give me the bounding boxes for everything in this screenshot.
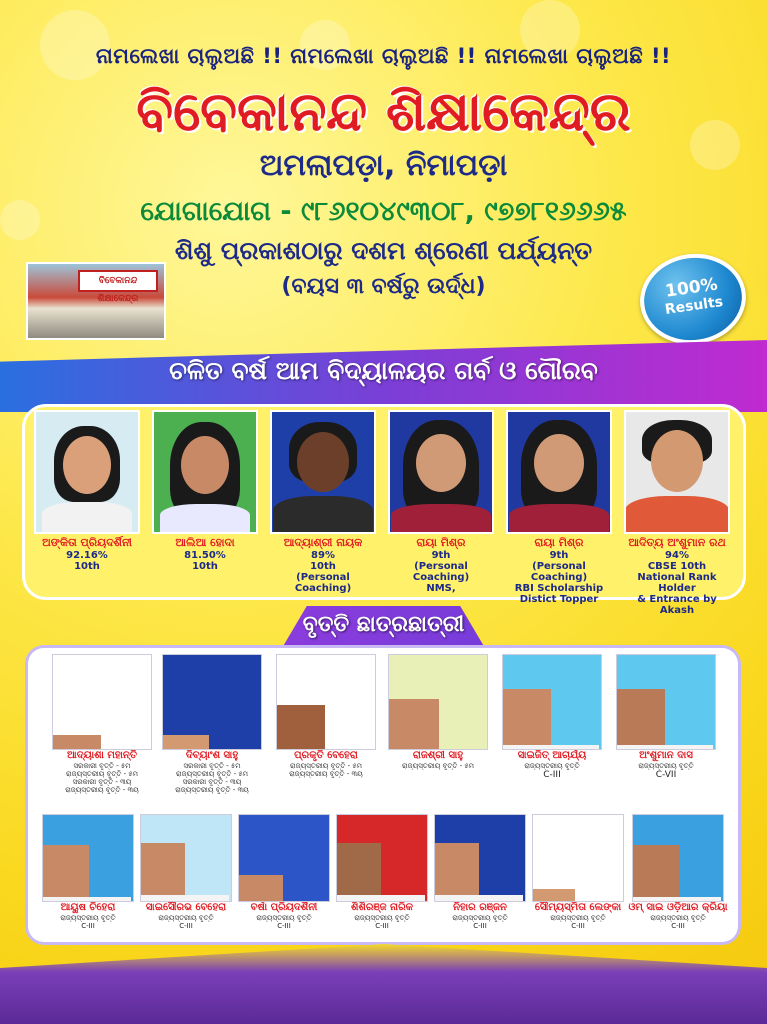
scholar-class: C-III [277, 922, 291, 930]
scholar-award: ରାଜ୍ୟସ୍ତରୀୟ ବୃତ୍ତି - ୫ମ [402, 762, 474, 770]
student-photo [624, 410, 730, 534]
scholar-award: ରାଜ୍ୟସ୍ତରୀୟ ବୃତ୍ତି - ୩ୟ [65, 786, 139, 794]
scholar-name: ଆୟୁଷ ଚିହେରା [60, 902, 116, 913]
topper-class: 10th [192, 561, 218, 572]
student-photo [42, 814, 134, 902]
student-photo [152, 410, 258, 534]
scholar-award: ରାଜ୍ୟସ୍ତରୀୟ ବୃତ୍ତି [256, 914, 312, 922]
scholar-name: ସାଇଜିତ୍ ଆଚାର୍ଯ୍ୟ [517, 750, 587, 761]
topper-achievement: & Entrance by Akash [637, 594, 717, 616]
student-photo [336, 814, 428, 902]
topper-card [504, 410, 614, 605]
scholar-award: ସରକାରୀ ବୃତ୍ତି - ୩ୟ [72, 778, 132, 786]
scholar-card [334, 814, 430, 930]
scholarship-title: ବୃତ୍ତି ଛାତ୍ରଛାତ୍ରୀ [302, 612, 465, 637]
topper-note: (Personal Coaching) [530, 561, 588, 583]
topper-achievement: Distict Topper [519, 594, 599, 605]
topper-achievement: NMS, [426, 583, 456, 594]
scholar-class: C-III [473, 922, 487, 930]
topper-name: ରାୟା ମିଶ୍ର [416, 536, 466, 549]
school-name: ବିବେକାନନ୍ଦ ଶିକ୍ଷାକେନ୍ଦ୍ର [136, 80, 631, 143]
results-percent: 100% [664, 274, 719, 302]
student-photo [434, 814, 526, 902]
scholar-award: ରାଜ୍ୟସ୍ତରୀୟ ବୃତ୍ତି - ୫ମ [66, 770, 138, 778]
age-requirement: (ବୟସ ୩ ବର୍ଷରୁ ଉର୍ଦ୍ଧ) [281, 274, 486, 299]
scholar-class: C-III [179, 922, 193, 930]
topper-score: 92.16% [66, 550, 108, 561]
scholar-name: ଆଦ୍ୟାଶା ମହାନ୍ତି [67, 750, 137, 761]
student-photo [632, 814, 724, 902]
scholar-name: ଦିବ୍ୟାଂଶ ସାହୁ [185, 750, 239, 761]
contact-numbers: ଯୋଗାଯୋଗ - ୯୮୬୧୦୪୯୩୦୮, ୯୭୭୮୧୬୬୬୫ [140, 196, 627, 227]
topper-name: ଆଲିଆ ହୋଦା [175, 536, 235, 549]
scholar-card [48, 654, 156, 794]
scholar-award: ସରକାରୀ ବୃତ୍ତି - ୫ମ [183, 762, 241, 770]
scholar-class: C-III [571, 922, 585, 930]
topper-class: 9th [549, 550, 569, 561]
topper-note: (Personal Coaching) [294, 572, 352, 594]
student-photo [34, 410, 140, 534]
scholar-award: ରାଜ୍ୟସ୍ତରୀୟ ବୃତ୍ତି - ୫ମ [290, 762, 362, 770]
scholar-award: ରାଜ୍ୟସ୍ତରୀୟ ବୃତ୍ତି [158, 914, 214, 922]
scholar-card [498, 654, 606, 781]
topper-card [150, 410, 260, 572]
building-sign: ବିବେକାନନ୍ଦ ଶିକ୍ଷାକେନ୍ଦ୍ର [78, 270, 158, 292]
scholar-name: ଓମ୍ ସାଇ ଓଡ଼ିଆର କ୍ରିୟା [628, 902, 728, 913]
scholar-card [272, 654, 380, 778]
student-photo [276, 654, 376, 750]
scholar-class: C-III [543, 770, 561, 780]
scholar-name: ଶିଶିରଞ୍ଜ ନାରିକ [350, 902, 414, 913]
topper-achievement: RBI Scholarship [514, 583, 604, 594]
student-photo [162, 654, 262, 750]
pride-title: ଚଳିତ ବର୍ଷ ଆମ ବିଦ୍ୟାଳୟର ଗର୍ବ ଓ ଗୌରବ [169, 356, 598, 385]
scholar-award: ରାଜ୍ୟସ୍ତରୀୟ ବୃତ୍ତି [638, 762, 694, 770]
topper-name: ରାୟା ମିଶ୍ର [534, 536, 584, 549]
scholar-award: ରାଜ୍ୟସ୍ତରୀୟ ବୃତ୍ତି [60, 914, 116, 922]
class-range: ଶିଶୁ ପ୍ରକାଶଠାରୁ ଦଶମ ଶ୍ରେଣୀ ପର୍ଯ୍ୟନ୍ତ [174, 236, 593, 265]
scholar-card [138, 814, 234, 930]
topper-card [386, 410, 496, 594]
topper-score: 89% [311, 550, 335, 561]
scholar-award: ରାଜ୍ୟସ୍ତରୀୟ ବୃତ୍ତି [650, 914, 706, 922]
results-label: Results [663, 293, 725, 318]
student-photo [270, 410, 376, 534]
topper-card [622, 410, 732, 616]
school-building-photo [26, 262, 166, 340]
scholar-award: ସରକାରୀ ବୃତ୍ତି - ୩ୟ [182, 778, 242, 786]
scholar-card [432, 814, 528, 930]
student-photo [502, 654, 602, 750]
scholar-card [628, 814, 728, 930]
scholar-award: ରାଜ୍ୟସ୍ତରୀୟ ବୃତ୍ତି - ୩ୟ [175, 786, 249, 794]
student-photo [52, 654, 152, 750]
topper-name: ଆଦ୍ୟାଶ୍ରୀ ନାୟକ [283, 536, 363, 549]
scholar-award: ରାଜ୍ୟସ୍ତରୀୟ ବୃତ୍ତି [452, 914, 508, 922]
scholar-class: C-VII [655, 770, 677, 780]
scholar-name: ସାଇସୌରଭ ବେହେରା [145, 902, 227, 913]
student-photo [140, 814, 232, 902]
scholar-award: ରାଜ୍ୟସ୍ତରୀୟ ବୃତ୍ତି [550, 914, 606, 922]
scholar-card [612, 654, 720, 781]
scholar-award: ରାଜ୍ୟସ୍ତରୀୟ ବୃତ୍ତି - ୫ମ [176, 770, 248, 778]
scholar-name: ରାଜଶ୍ରୀ ସାହୁ [412, 750, 464, 761]
scholar-name: ଅଂଶୁମାନ ଦାସ [639, 750, 693, 761]
topper-class: 10th [310, 561, 336, 572]
topper-score: 81.50% [184, 550, 226, 561]
topper-note: (Personal Coaching) [412, 561, 470, 583]
scholar-class: C-III [671, 922, 685, 930]
scholar-name: ନିହାର ରଞ୍ଜନ [453, 902, 507, 913]
scholar-name: ପ୍ରକୃତି ବେହେରା [294, 750, 358, 761]
topper-card [268, 410, 378, 594]
scholar-award: ରାଜ୍ୟସ୍ତରୀୟ ବୃତ୍ତି [524, 762, 580, 770]
scholar-card [236, 814, 332, 930]
topper-class: 9th [431, 550, 451, 561]
student-photo [616, 654, 716, 750]
scholar-card [158, 654, 266, 794]
topper-name: ଆଦିତ୍ୟ ଅଂଶୁମାନ ରଥ [628, 536, 726, 549]
student-photo [506, 410, 612, 534]
scholar-award: ରାଜ୍ୟସ୍ତରୀୟ ବୃତ୍ତି - ୩ୟ [289, 770, 363, 778]
scholar-name: ସୌମ୍ୟସ୍ମିତା ଲେଙ୍କା [534, 902, 622, 913]
scholar-class: C-III [375, 922, 389, 930]
topper-achievement: National Rank Holder [637, 572, 717, 594]
student-photo [238, 814, 330, 902]
scholar-card [384, 654, 492, 770]
student-photo [532, 814, 624, 902]
footer-band [0, 944, 767, 1024]
student-photo [388, 654, 488, 750]
topper-card [32, 410, 142, 572]
school-address: ଅମଲାପଡ଼ା, ନିମାପଡ଼ା [259, 148, 508, 183]
admission-open-banner: ନାମଲେଖା ଚାଲୁଅଛି !! ନାମଲେଖା ଚାଲୁଅଛି !! ନାମଲେଖା ଚାଲୁଅଛି !! [95, 44, 672, 68]
scholar-card [40, 814, 136, 930]
scholar-class: C-III [81, 922, 95, 930]
scholar-award: ସରକାରୀ ବୃତ୍ତି - ୫ମ [73, 762, 131, 770]
topper-score: 94% [665, 550, 689, 561]
topper-class: CBSE 10th [647, 561, 707, 572]
student-photo [388, 410, 494, 534]
scholar-name: ବର୍ଷା ପ୍ରିୟଦର୍ଶିନୀ [250, 902, 318, 913]
topper-name: ଅଙ୍କିତା ପ୍ରିୟଦର୍ଶିନୀ [42, 536, 132, 549]
topper-class: 10th [74, 561, 100, 572]
scholar-award: ରାଜ୍ୟସ୍ତରୀୟ ବୃତ୍ତି [354, 914, 410, 922]
scholar-card [530, 814, 626, 930]
